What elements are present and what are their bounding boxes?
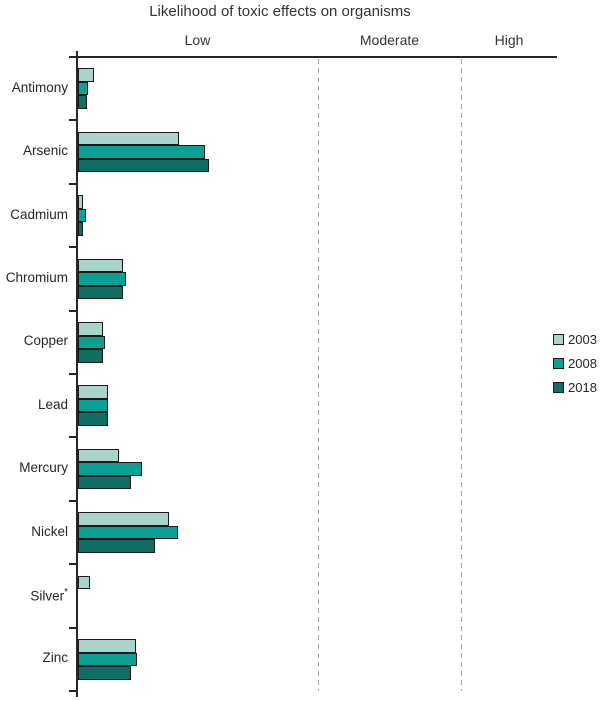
bar-zinc-2003: [78, 639, 136, 653]
axis-region-label: Low: [184, 32, 211, 48]
bar-silver-2003: [78, 576, 90, 590]
axis-tick: [69, 436, 77, 438]
bar-copper-2003: [78, 322, 103, 336]
bar-arsenic-2008: [78, 145, 205, 159]
bar-zinc-2018: [78, 666, 131, 680]
legend-label: 2018: [568, 380, 597, 395]
bar-arsenic-2018: [78, 159, 209, 173]
category-label: Arsenic: [22, 143, 68, 159]
axis-tick: [69, 627, 77, 629]
bar-antimony-2018: [78, 95, 87, 109]
bar-lead-2018: [78, 412, 108, 426]
category-footnote-marker: *: [64, 586, 68, 598]
bar-cadmium-2008: [78, 209, 86, 223]
legend-item: [553, 333, 597, 346]
axis-tick: [69, 119, 77, 121]
bar-lead-2003: [78, 385, 108, 399]
bar-arsenic-2003: [78, 132, 179, 146]
category-label: Lead: [37, 396, 68, 412]
legend-item: [553, 357, 597, 370]
x-axis: [76, 56, 557, 58]
axis-tick: [69, 183, 77, 185]
category-label: Chromium: [5, 269, 68, 285]
bar-nickel-2008: [78, 526, 178, 540]
dashed-gridline: [318, 59, 319, 691]
bar-mercury-2003: [78, 449, 119, 463]
dashed-gridline: [461, 59, 462, 691]
category-label: Zinc: [42, 650, 68, 666]
bar-nickel-2018: [78, 539, 155, 553]
category-label: Antimony: [11, 79, 68, 95]
bar-zinc-2008: [78, 653, 137, 667]
bar-cadmium-2003: [78, 195, 83, 209]
axis-region-label: High: [494, 32, 524, 48]
legend-label: 2008: [568, 356, 597, 371]
axis-region-label: Moderate: [359, 32, 420, 48]
bar-mercury-2008: [78, 462, 142, 476]
axis-tick: [69, 246, 77, 248]
bar-chromium-2003: [78, 259, 123, 273]
axis-tick: [69, 310, 77, 312]
category-label: Silver*: [30, 586, 68, 604]
axis-tick: [69, 690, 77, 692]
legend: [553, 333, 597, 405]
axis-tick: [69, 563, 77, 565]
bar-copper-2008: [78, 336, 105, 350]
axis-tick: [69, 500, 77, 502]
bar-antimony-2003: [78, 68, 94, 82]
legend-item: [553, 381, 597, 394]
bar-copper-2018: [78, 349, 103, 363]
bar-antimony-2008: [78, 82, 88, 96]
axis-tick: [69, 56, 77, 58]
bar-chromium-2008: [78, 272, 126, 286]
category-label: Cadmium: [10, 206, 68, 222]
bar-lead-2008: [78, 399, 108, 413]
category-label: Copper: [23, 333, 68, 349]
legend-swatch: [553, 358, 564, 369]
chart-title: Likelihood of toxic effects on organisms: [149, 3, 411, 20]
legend-swatch: [553, 334, 564, 345]
legend-label: 2003: [568, 332, 597, 347]
bar-nickel-2003: [78, 512, 169, 526]
bar-mercury-2018: [78, 476, 131, 490]
bar-chromium-2018: [78, 286, 123, 300]
category-label: Mercury: [19, 460, 68, 476]
bar-cadmium-2018: [78, 222, 83, 236]
category-label: Nickel: [31, 523, 68, 539]
axis-tick: [69, 373, 77, 375]
legend-swatch: [553, 382, 564, 393]
